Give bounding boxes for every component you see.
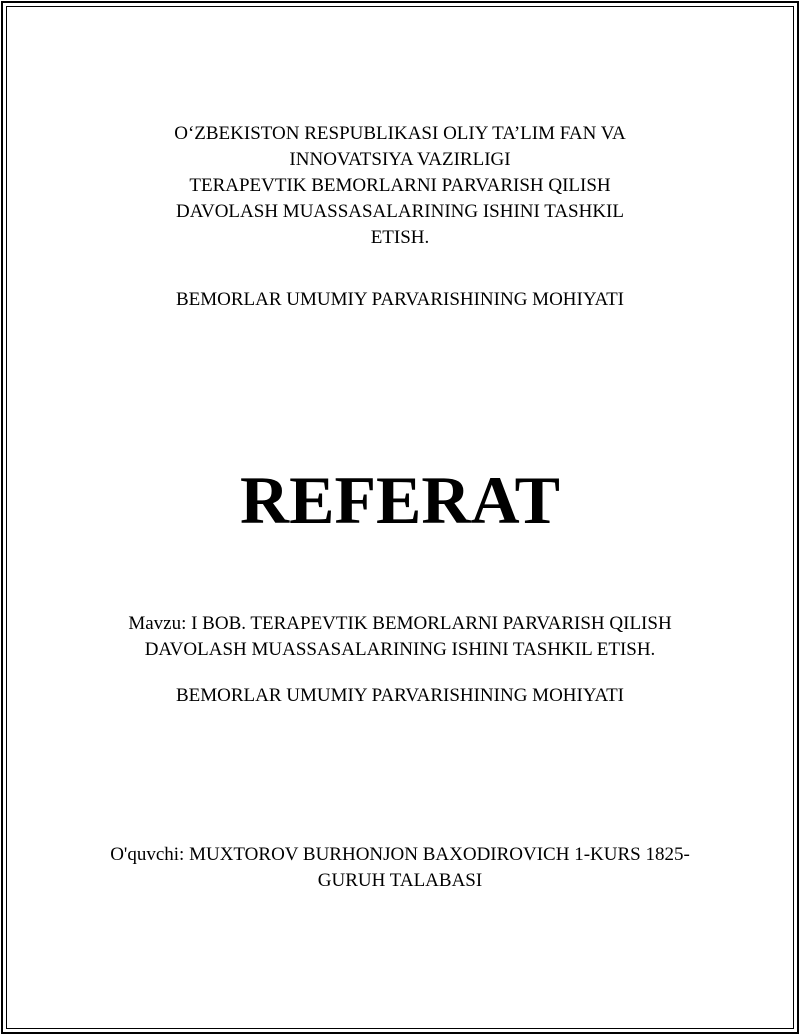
header-line: TERAPEVTIK BEMORLARNI PARVARISH QILISH: [189, 175, 611, 196]
student-info: [0, 842, 800, 894]
ministry-header: [0, 121, 800, 251]
topic: [0, 611, 800, 663]
document-title: REFERAT: [240, 462, 560, 538]
header-line: DAVOLASH MUASSASALARINING ISHINI TASHKIL: [176, 201, 624, 222]
student-line: O'quvchi: MUXTOROV BURHONJON BAXODIROVICH 1-KURS 1825-: [110, 844, 690, 865]
header-line: O‘ZBEKISTON RESPUBLIKASI OLIY TA’LIM FAN VA: [174, 123, 626, 144]
topic-subtitle: BEMORLAR UMUMIY PARVARISHINING MOHIYATI: [175, 685, 624, 706]
header-line: INNOVATSIYA VAZIRLIGI: [289, 149, 511, 170]
topic-line: Mavzu: I BOB. TERAPEVTIK BEMORLARNI PARVARISH QILISH: [128, 613, 672, 634]
topic-line: DAVOLASH MUASSASALARINING ISHINI TASHKIL ETISH.: [144, 639, 656, 660]
subtitle: BEMORLAR UMUMIY PARVARISHINING MOHIYATI: [175, 289, 624, 310]
student-line: GURUH TALABASI: [317, 870, 483, 891]
header-line: ETISH.: [370, 227, 430, 248]
